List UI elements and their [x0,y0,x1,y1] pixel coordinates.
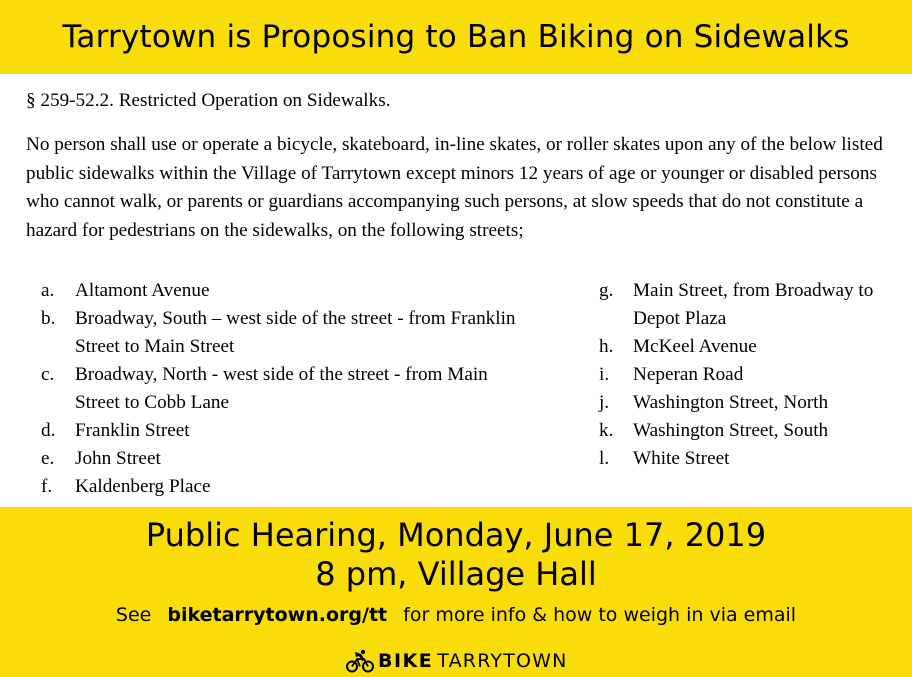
list-item [599,417,904,445]
brand-name-light: TARRYTOWN [437,650,568,672]
street-name: McKeel Avenue [633,336,757,357]
list-item [41,361,531,417]
street-name: Altamont Avenue [75,280,210,301]
list-marker: d. [41,420,56,441]
street-name: Franklin Street [75,420,190,441]
list-marker: k. [599,420,614,441]
list-marker: a. [41,280,55,301]
street-list-right [599,277,904,473]
street-name: Broadway, South – west side of the street - from Franklin Street to Main Street [75,308,516,357]
info-suffix: for more info & how to weigh in via email [403,604,797,626]
page-title: Tarrytown is Proposing to Ban Biking on Sidewalks [62,19,850,55]
street-name: Washington Street, South [633,420,829,441]
top-banner [0,0,912,74]
list-item [41,277,531,305]
list-item [599,389,904,417]
list-item [41,305,531,361]
info-url-link[interactable]: biketarrytown.org/tt [167,604,388,626]
ordinance-paragraph: No person shall use or operate a bicycle, skateboard, in-line skates, or roller skates upon any of the below listed public sidewalks within the Village of Tarrytown except minors 12 years of age or younger or disabled persons who cannot walk, or parents or guardians accompanying such persons, at slow speeds that do not constitute a hazard for pedestrians on the sidewalks, on the following streets; [26,134,883,241]
list-item [41,445,531,473]
street-list-left [41,277,531,501]
list-marker: j. [599,392,610,413]
list-marker: l. [599,448,610,469]
list-marker: e. [41,448,55,469]
hearing-date: Public Hearing, Monday, June 17, 2019 [145,516,767,554]
list-item [599,277,904,333]
cyclist-icon [346,649,374,673]
street-name: John Street [75,448,161,469]
street-name: Main Street, from Broadway to Depot Plaza [633,280,874,329]
list-marker: h. [599,336,614,357]
list-item [599,445,904,473]
list-marker: g. [599,280,614,301]
bottom-banner [0,507,912,677]
street-name: Neperan Road [633,364,744,385]
list-marker: f. [41,476,53,497]
brand-name-bold: BIKE [378,650,434,672]
street-name: Broadway, North - west side of the street - from Main Street to Cobb Lane [75,364,488,413]
list-item [41,417,531,445]
ordinance-content [0,74,912,507]
street-name: Kaldenberg Place [75,476,211,497]
list-marker: b. [41,308,56,329]
hearing-location: 8 pm, Village Hall [315,555,597,593]
info-prefix: See [115,604,152,626]
info-line [0,604,912,626]
section-heading: § 259-52.2. Restricted Operation on Sidewalks. [26,90,391,111]
street-name: Washington Street, North [633,392,829,413]
brand-logo [346,649,568,673]
list-item [599,333,904,361]
list-marker: i. [599,364,610,385]
list-marker: c. [41,364,55,385]
list-item [41,473,531,501]
list-item [599,361,904,389]
street-name: White Street [633,448,730,469]
